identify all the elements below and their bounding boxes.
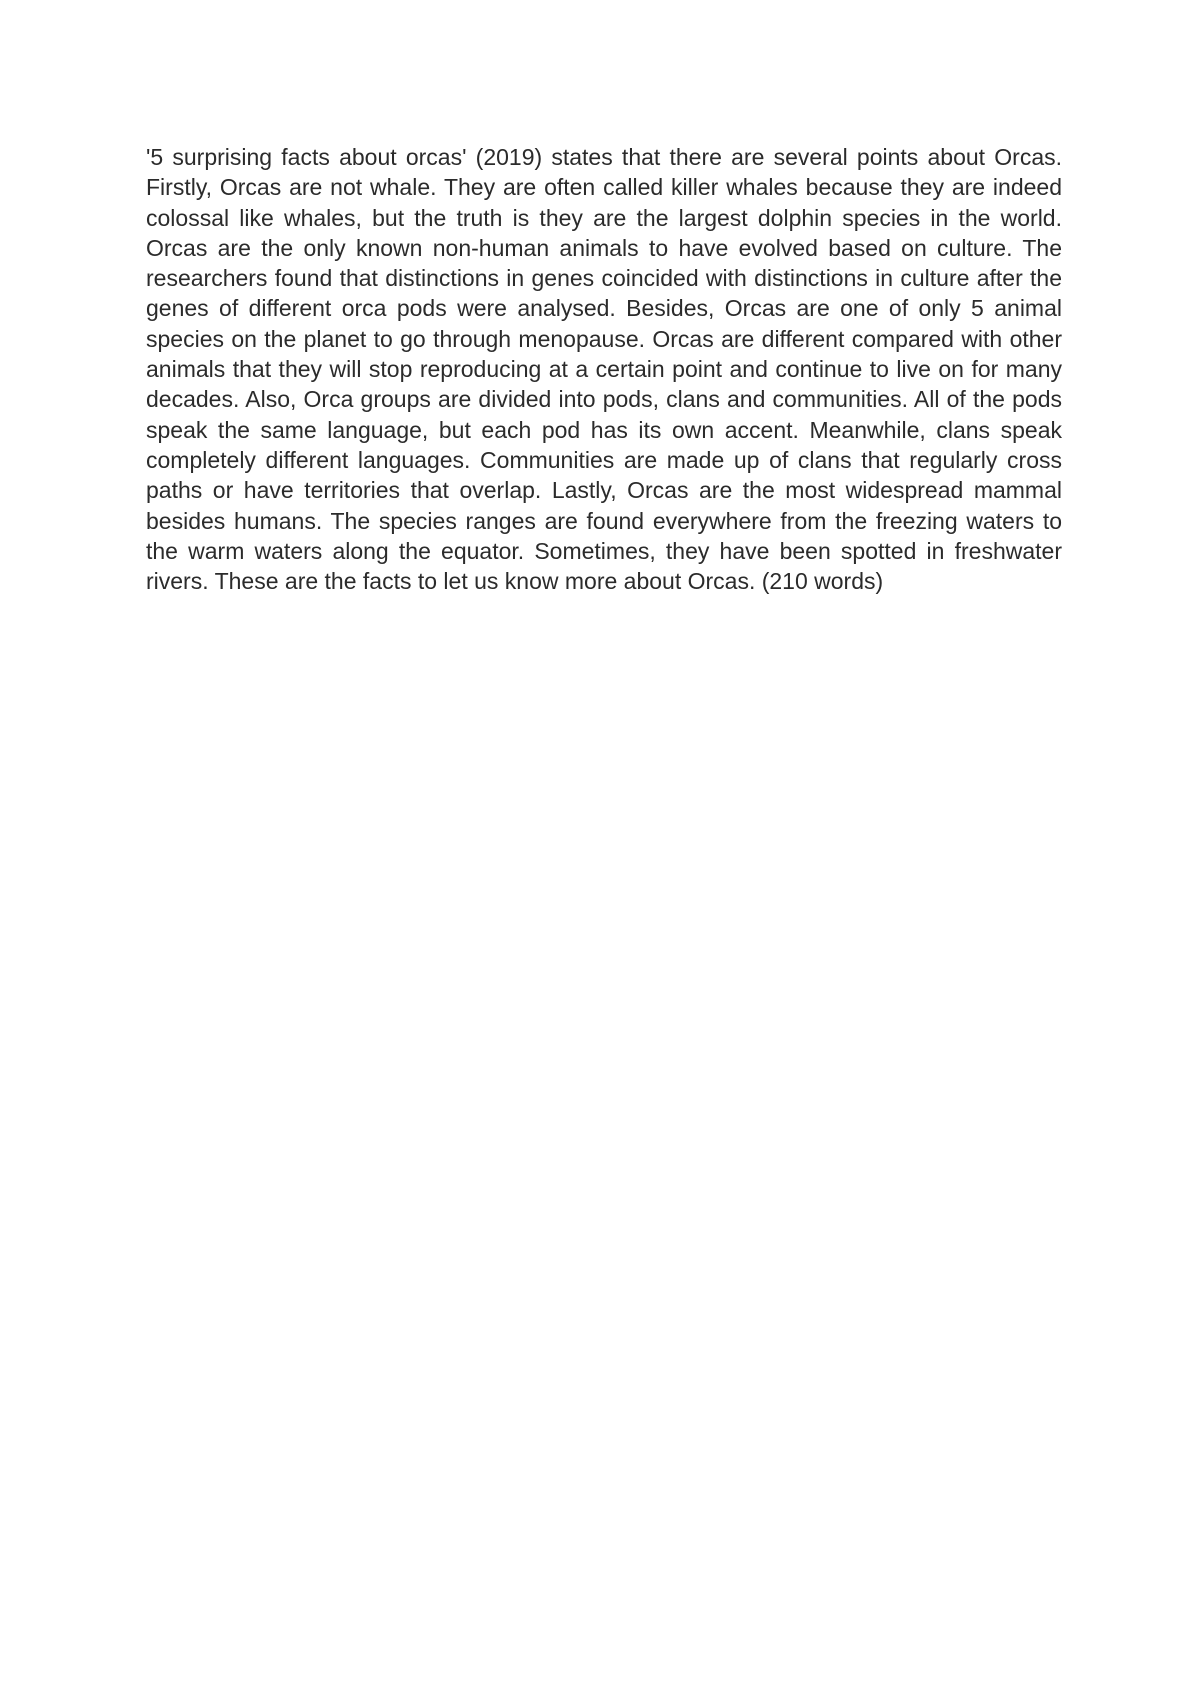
body-paragraph: '5 surprising facts about orcas' (2019) states that there are several points about Orcas. Firstly, Orcas are not whale. They are often called killer whales because they are indeed colossal like whales, but the truth is they are the largest dolphin species in the world. Orcas are the only known non-human animals to have evolved based on culture. The researchers found that distinctions in genes coincided with distinctions in culture after the genes of different orca pods were analysed. Besides, Orcas are one of only 5 animal species on the planet to go through menopause. Orcas are different compared with other animals that they will stop reproducing at a certain point and continue to live on for many decades. Also, Orca groups are divided into pods, clans and communities. All of the pods speak the same language, but each pod has its own accent. Meanwhile, clans speak completely different languages. Communities are made up of clans that regularly cross paths or have territories that overlap. Lastly, Orcas are the most widespread mammal besides humans. The species ranges are found everywhere from the freezing waters to the warm waters along the equator. Sometimes, they have been spotted in freshwater rivers. These are the facts to let us know more about Orcas. (210 words): [146, 144, 1062, 595]
